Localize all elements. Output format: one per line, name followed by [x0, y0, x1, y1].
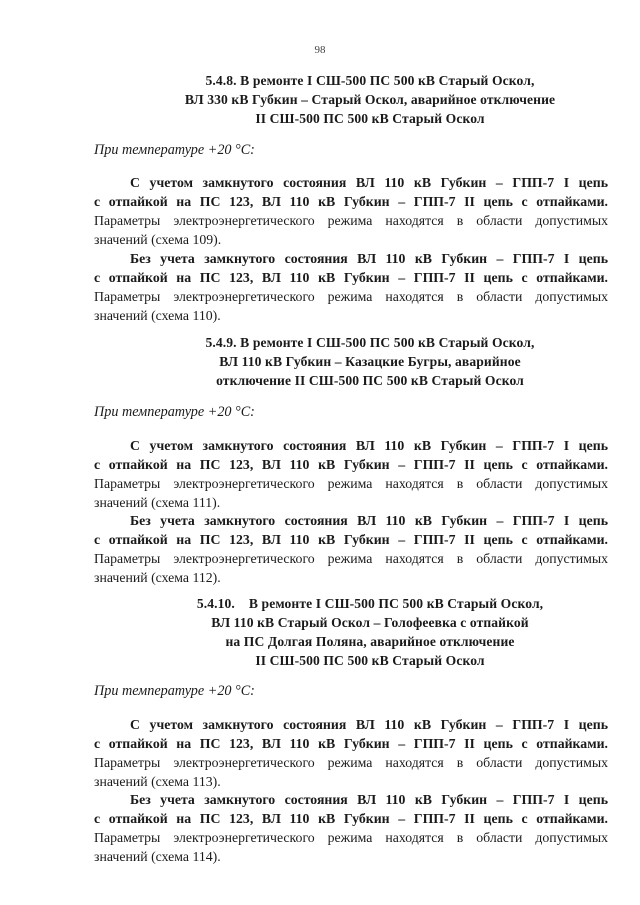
text-line: Без учета замкнутого состояния ВЛ 110 кВ Губкин – ГПП-7 I цепь: [130, 792, 608, 807]
text-line: значений (схема 111).: [94, 495, 221, 510]
text-line: с отпайкой на ПС 123, ВЛ 110 кВ Губкин – ГПП-7 II цепь с отпайками.: [94, 457, 608, 472]
paragraph-without-closed-state: [94, 790, 608, 866]
text-line: С учетом замкнутого состояния ВЛ 110 кВ Губкин – ГПП-7 I цепь: [130, 438, 608, 453]
text-line: значений (схема 114).: [94, 849, 221, 864]
text-line: с отпайкой на ПС 123, ВЛ 110 кВ Губкин – ГПП-7 II цепь с отпайками.: [94, 736, 608, 751]
heading-line: на ПС Долгая Поляна, аварийное отключение: [225, 634, 515, 649]
temperature-label: При температуре +20 °С:: [94, 404, 255, 420]
section-heading-5-4-8: [150, 71, 590, 128]
text-line: Параметры электроэнергетического режима находятся в области допустимых: [94, 476, 608, 491]
paragraph-with-closed-state: [94, 715, 608, 791]
temperature-label: При температуре +20 °С:: [94, 142, 255, 158]
section-heading-5-4-9: [150, 333, 590, 390]
text-line: Без учета замкнутого состояния ВЛ 110 кВ Губкин – ГПП-7 I цепь: [130, 513, 608, 528]
heading-line: отключение II СШ-500 ПС 500 кВ Старый Оскол: [216, 373, 524, 388]
text-line: значений (схема 110).: [94, 308, 221, 323]
text-line: Параметры электроэнергетического режима находятся в области допустимых: [94, 551, 608, 566]
text-line: С учетом замкнутого состояния ВЛ 110 кВ Губкин – ГПП-7 I цепь: [130, 717, 608, 732]
page-number: 98: [314, 44, 326, 56]
section-heading-5-4-10: [150, 594, 590, 670]
text-line: с отпайкой на ПС 123, ВЛ 110 кВ Губкин – ГПП-7 II цепь с отпайками.: [94, 811, 608, 826]
heading-line: 5.4.9. В ремонте I СШ-500 ПС 500 кВ Старый Оскол,: [205, 335, 535, 350]
text-line: Без учета замкнутого состояния ВЛ 110 кВ Губкин – ГПП-7 I цепь: [130, 251, 608, 266]
heading-line: ВЛ 110 кВ Губкин – Казацкие Бугры, аварийное: [219, 354, 521, 369]
text-line: с отпайкой на ПС 123, ВЛ 110 кВ Губкин – ГПП-7 II цепь с отпайками.: [94, 194, 608, 209]
heading-line: ВЛ 110 кВ Старый Оскол – Голофеевка с отпайкой: [211, 615, 529, 630]
heading-line: 5.4.10. В ремонте I СШ-500 ПС 500 кВ Старый Оскол,: [196, 596, 544, 611]
heading-line: 5.4.8. В ремонте I СШ-500 ПС 500 кВ Старый Оскол,: [205, 73, 535, 88]
text-line: Параметры электроэнергетического режима находятся в области допустимых: [94, 755, 608, 770]
paragraph-with-closed-state: [94, 173, 608, 249]
text-line: Параметры электроэнергетического режима находятся в области допустимых: [94, 213, 608, 228]
text-line: значений (схема 109).: [94, 232, 222, 247]
heading-line: II СШ-500 ПС 500 кВ Старый Оскол: [255, 653, 485, 668]
text-line: с отпайкой на ПС 123, ВЛ 110 кВ Губкин – ГПП-7 II цепь с отпайками.: [94, 270, 608, 285]
text-line: значений (схема 112).: [94, 570, 221, 585]
text-line: с отпайкой на ПС 123, ВЛ 110 кВ Губкин – ГПП-7 II цепь с отпайками.: [94, 532, 608, 547]
text-line: Параметры электроэнергетического режима находятся в области допустимых: [94, 289, 608, 304]
text-line: Параметры электроэнергетического режима находятся в области допустимых: [94, 830, 608, 845]
temperature-label: При температуре +20 °С:: [94, 683, 255, 699]
paragraph-with-closed-state: [94, 436, 608, 512]
paragraph-without-closed-state: [94, 511, 608, 587]
text-line: С учетом замкнутого состояния ВЛ 110 кВ Губкин – ГПП-7 I цепь: [130, 175, 608, 190]
heading-line: ВЛ 330 кВ Губкин – Старый Оскол, аварийное отключение: [184, 92, 556, 107]
heading-line: II СШ-500 ПС 500 кВ Старый Оскол: [255, 111, 485, 126]
text-line: значений (схема 113).: [94, 774, 221, 789]
paragraph-without-closed-state: [94, 249, 608, 325]
